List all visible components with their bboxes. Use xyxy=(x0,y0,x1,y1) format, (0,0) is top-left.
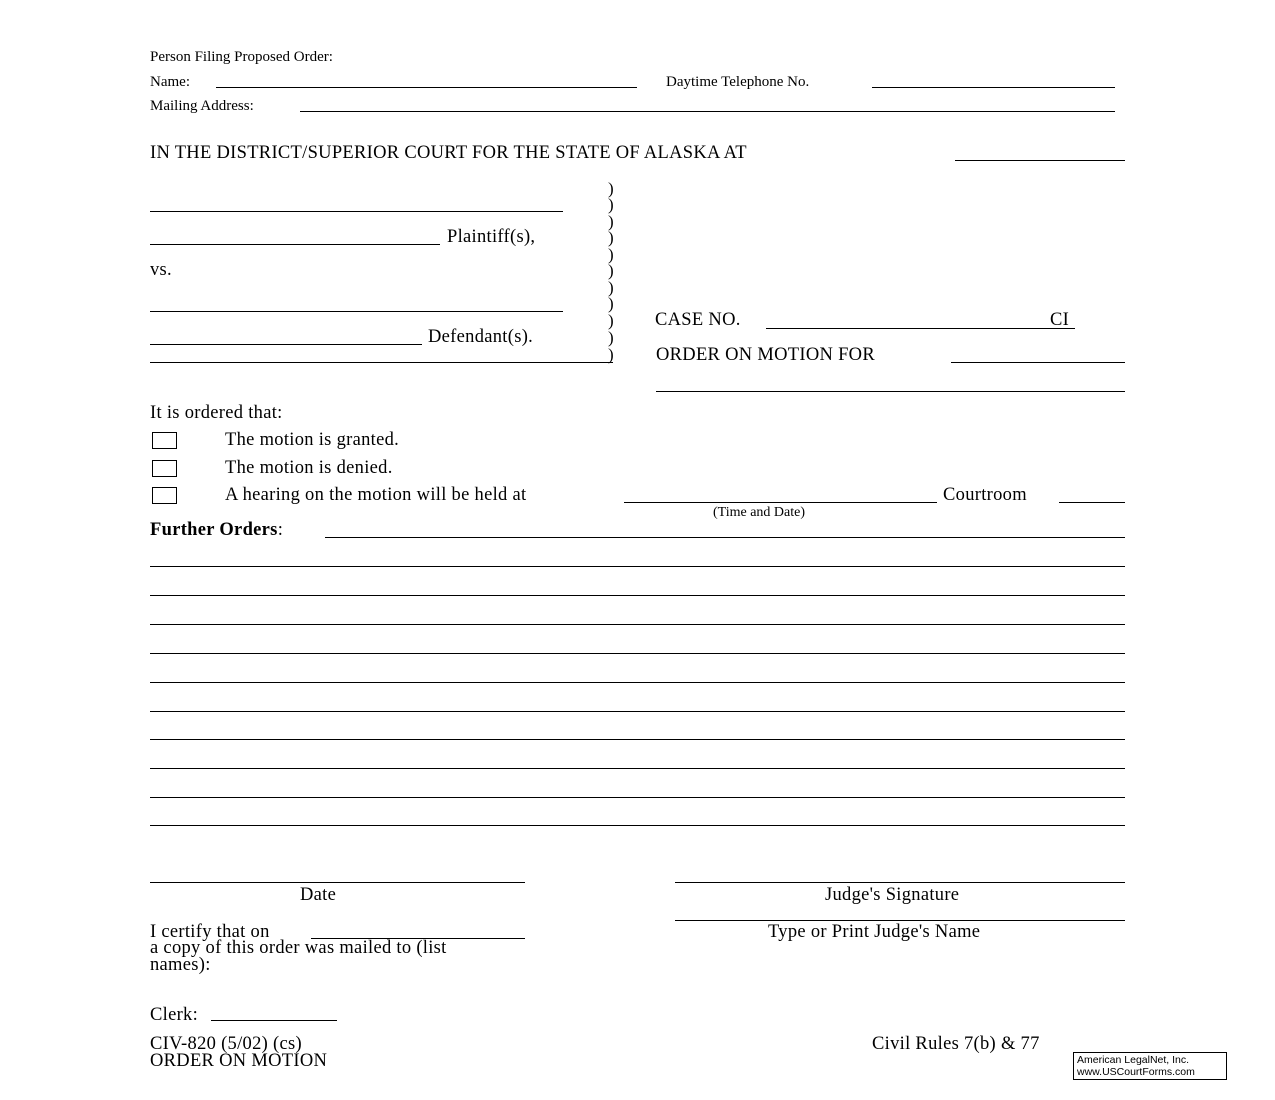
person-filing-label: Person Filing Proposed Order: xyxy=(150,49,333,65)
order-title: ORDER ON MOTION FOR xyxy=(656,345,875,365)
date-field[interactable] xyxy=(150,882,525,883)
certify-text-3: names): xyxy=(150,955,211,975)
further-orders-label xyxy=(150,521,283,540)
judge-signature-label: Judge's Signature xyxy=(825,885,960,905)
defendant-line-2[interactable] xyxy=(150,344,422,345)
case-no-field[interactable] xyxy=(766,328,1075,329)
hearing-time-field[interactable] xyxy=(624,502,937,503)
ordered-intro: It is ordered that: xyxy=(150,403,283,423)
stamp-line-1: American LegalNet, Inc. xyxy=(1077,1054,1190,1066)
clerk-field[interactable] xyxy=(211,1020,337,1021)
courtroom-label: Courtroom xyxy=(943,485,1027,505)
plaintiff-line-1[interactable] xyxy=(150,211,563,212)
paren: ) xyxy=(608,328,614,347)
further-orders-line[interactable] xyxy=(150,624,1125,625)
paren: ) xyxy=(608,261,614,280)
address-field[interactable] xyxy=(300,111,1115,112)
case-no-label: CASE NO. xyxy=(655,310,741,330)
further-orders-line[interactable] xyxy=(150,711,1125,712)
civil-rules: Civil Rules 7(b) & 77 xyxy=(872,1034,1040,1054)
further-orders-line[interactable] xyxy=(150,595,1125,596)
paren: ) xyxy=(608,311,614,330)
further-orders-line[interactable] xyxy=(150,797,1125,798)
further-orders-text: Further Orders xyxy=(150,520,278,540)
paren: ) xyxy=(608,345,614,364)
form-number: CIV-820 (5/02) (cs) xyxy=(150,1034,302,1054)
granted-label: The motion is granted. xyxy=(225,430,400,450)
further-orders-colon: : xyxy=(277,520,284,540)
case-suffix: CI xyxy=(1050,310,1070,330)
further-orders-line[interactable] xyxy=(150,768,1125,769)
paren: ) xyxy=(608,195,614,214)
judge-name-label: Type or Print Judge's Name xyxy=(768,922,981,942)
judge-signature-field[interactable] xyxy=(675,882,1125,883)
further-orders-line[interactable] xyxy=(325,537,1125,538)
date-label: Date xyxy=(300,885,337,905)
plaintiff-label: Plaintiff(s), xyxy=(447,227,536,247)
court-location-field[interactable] xyxy=(955,160,1125,161)
courtroom-field[interactable] xyxy=(1059,502,1125,503)
defendant-line-1[interactable] xyxy=(150,311,563,312)
paren: ) xyxy=(608,245,614,264)
phone-label: Daytime Telephone No. xyxy=(666,74,810,90)
motion-for-field-1[interactable] xyxy=(951,362,1125,363)
further-orders-line[interactable] xyxy=(150,739,1125,740)
paren: ) xyxy=(608,212,614,231)
vs-label: vs. xyxy=(150,260,172,280)
clerk-label: Clerk: xyxy=(150,1005,199,1025)
paren: ) xyxy=(608,228,614,247)
publisher-stamp xyxy=(1073,1052,1227,1080)
name-label: Name: xyxy=(150,74,190,90)
denied-label: The motion is denied. xyxy=(225,458,393,478)
denied-checkbox[interactable] xyxy=(152,460,177,477)
paren: ) xyxy=(608,294,614,313)
address-label: Mailing Address: xyxy=(150,98,254,114)
hearing-checkbox[interactable] xyxy=(152,487,177,504)
form-title: ORDER ON MOTION xyxy=(150,1051,328,1071)
further-orders-line[interactable] xyxy=(150,682,1125,683)
phone-field[interactable] xyxy=(872,87,1115,88)
certify-text-1: I certify that on xyxy=(150,922,270,942)
further-orders-line[interactable] xyxy=(150,566,1125,567)
defendant-label: Defendant(s). xyxy=(428,327,534,347)
certify-text-2: a copy of this order was mailed to (list xyxy=(150,938,447,958)
hearing-label: A hearing on the motion will be held at xyxy=(225,485,527,505)
paren: ) xyxy=(608,179,614,198)
name-field[interactable] xyxy=(216,87,637,88)
further-orders-line[interactable] xyxy=(150,653,1125,654)
stamp-line-2: www.USCourtForms.com xyxy=(1077,1066,1195,1078)
time-date-caption: (Time and Date) xyxy=(713,505,806,520)
caption-bottom-line xyxy=(150,362,613,363)
granted-checkbox[interactable] xyxy=(152,432,177,449)
judge-name-field[interactable] xyxy=(675,920,1125,921)
further-orders-line[interactable] xyxy=(150,825,1125,826)
plaintiff-line-2[interactable] xyxy=(150,244,440,245)
paren: ) xyxy=(608,278,614,297)
motion-for-field-2[interactable] xyxy=(656,391,1125,392)
court-title: IN THE DISTRICT/SUPERIOR COURT FOR THE STATE OF ALASKA AT xyxy=(150,143,747,163)
